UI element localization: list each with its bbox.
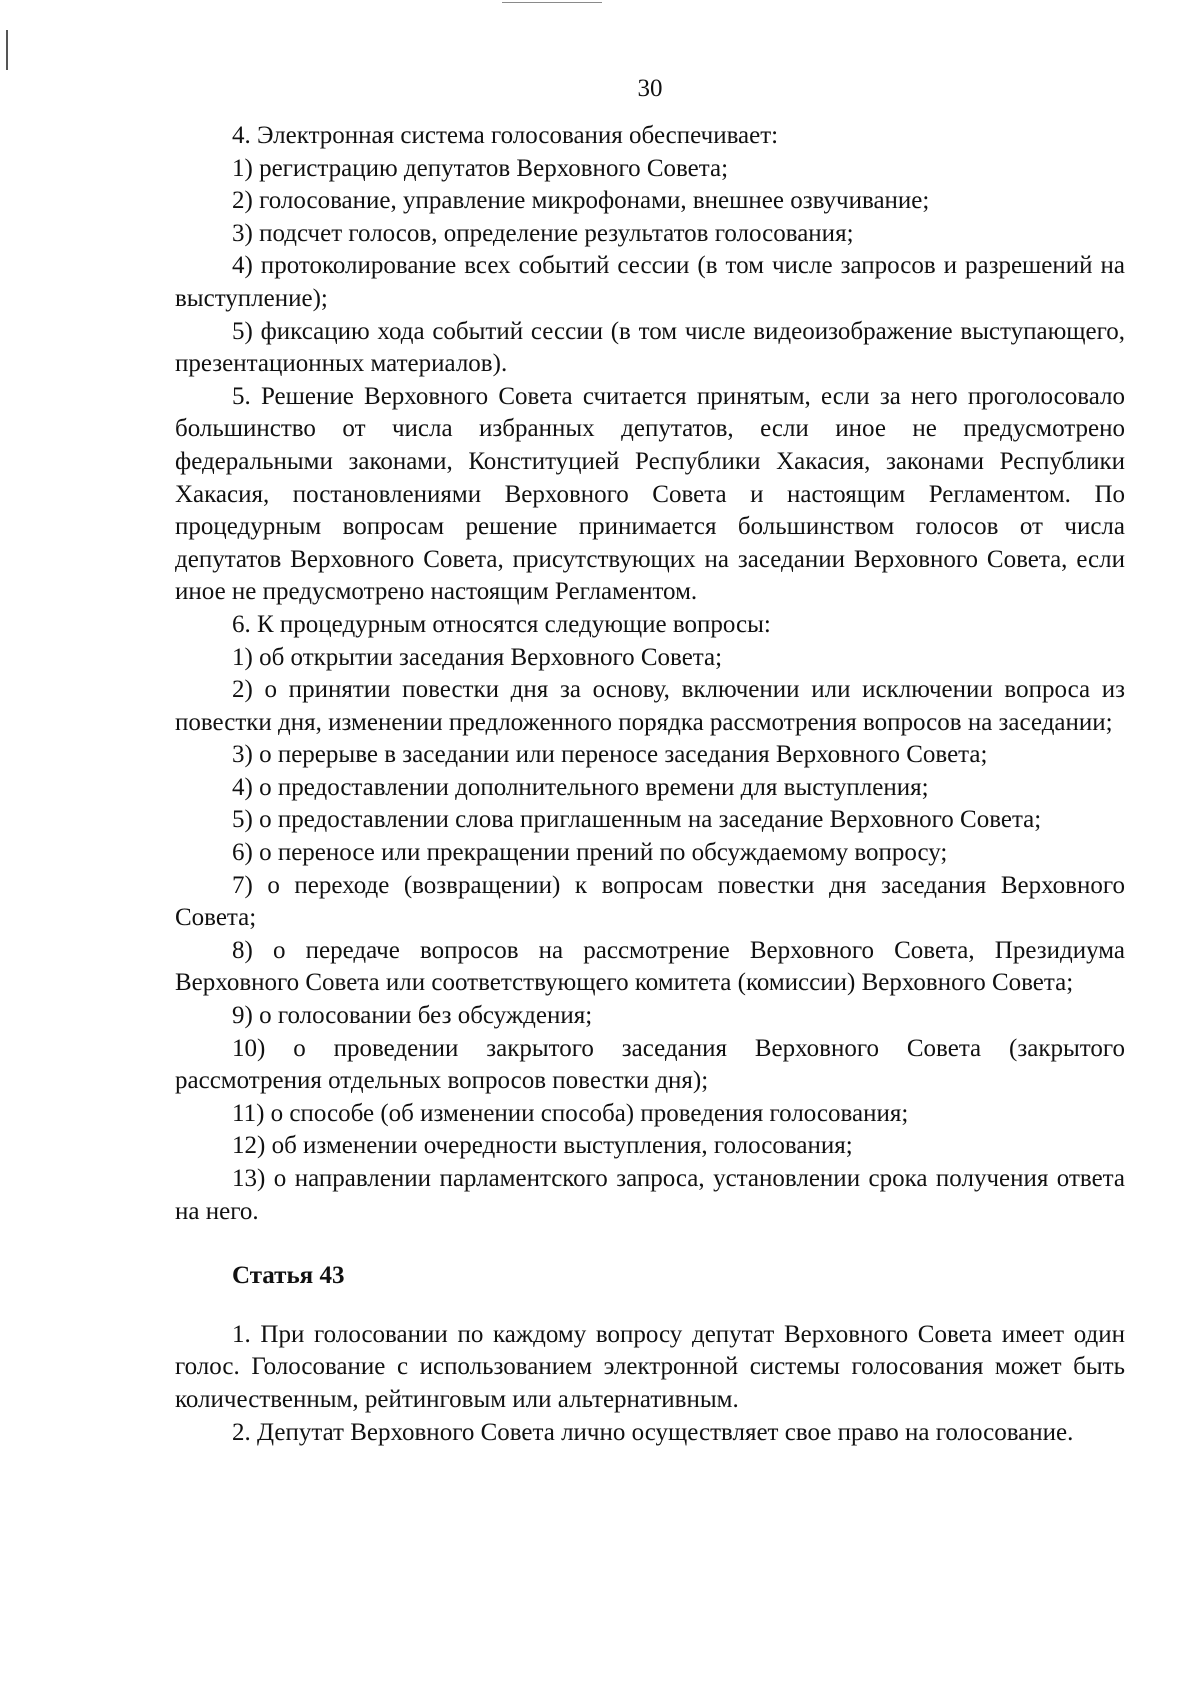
- paragraph: 3) подсчет голосов, определение результатов голосования;: [232, 219, 854, 247]
- paragraph: 5. Решение Верховного Совета считается принятым, если за него проголосовало большинство от числа избранных депутатов, если иное не предусмотрено федеральными законами, Конституцией Республики Хакасия, законами Республики Хакасия, постановлениями Верховного Совета и настоящим Регламентом. По процедурным вопросам решение принимается большинством голосов от числа депутатов Верховного Совета, присутствующих на заседании Верховного Совета, если иное не предусмотрено настоящим Регламентом.: [175, 382, 1125, 606]
- paragraph: 9) о голосовании без обсуждения;: [232, 1002, 593, 1030]
- paragraph: 1) регистрацию депутатов Верховного Совета;: [232, 154, 729, 182]
- document-body: [175, 120, 1125, 1449]
- paragraph: 10) о проведении закрытого заседания Верховного Совета (закрытого рассмотрения отдельных вопросов повестки дня);: [175, 1034, 1125, 1095]
- scan-artifact-mark: [6, 30, 8, 70]
- paragraph: 4. Электронная система голосования обеспечивает:: [232, 122, 779, 149]
- paragraph: 5) о предоставлении слова приглашенным на заседание Верховного Совета;: [232, 806, 1042, 834]
- scan-artifact-line: [502, 2, 602, 3]
- page-number: 30: [637, 75, 663, 102]
- article-heading: Статья 43: [232, 1262, 345, 1290]
- paragraph: 2. Депутат Верховного Совета лично осуществляет свое право на голосование.: [232, 1418, 1074, 1446]
- paragraph: 12) об изменении очередности выступления, голосования;: [232, 1132, 853, 1160]
- paragraph: 1. При голосовании по каждому вопросу депутат Верховного Совета имеет один голос. Голосование с использованием электронной системы голосования может быть количественным, рейтинговым или альтернативным.: [175, 1320, 1125, 1413]
- spacer: [175, 1228, 1125, 1238]
- paragraph: 8) о передаче вопросов на рассмотрение Верховного Совета, Президиума Верховного Совета или соответствующего комитета (комиссии) Верховного Совета;: [175, 936, 1125, 997]
- paragraph: 6) о переносе или прекращении прений по обсуждаемому вопросу;: [232, 839, 948, 867]
- paragraph: 11) о способе (об изменении способа) проведения голосования;: [232, 1099, 909, 1127]
- paragraph: 2) голосование, управление микрофонами, внешнее озвучивание;: [232, 187, 930, 215]
- paragraph: 1) об открытии заседания Верховного Совета;: [232, 643, 723, 671]
- paragraph: 3) о перерыве в заседании или переносе заседания Верховного Совета;: [232, 741, 988, 769]
- paragraph: 4) о предоставлении дополнительного времени для выступления;: [232, 773, 929, 801]
- paragraph: 13) о направлении парламентского запроса, установлении срока получения ответа на него.: [175, 1165, 1125, 1225]
- paragraph: 4) протоколирование всех событий сессии (в том числе запросов и разрешений на выступление);: [175, 252, 1125, 312]
- paragraph: 7) о переходе (возвращении) к вопросам повестки дня заседания Верховного Совета;: [175, 871, 1125, 932]
- paragraph: 2) о принятии повестки дня за основу, включении или исключении вопроса из повестки дня, изменении предложенного порядка рассмотрения вопросов на заседании;: [175, 676, 1125, 736]
- paragraph: 5) фиксацию хода событий сессии (в том числе видеоизображение выступающего, презентационных материалов).: [175, 317, 1125, 378]
- paragraph: 6. К процедурным относятся следующие вопросы:: [232, 610, 771, 638]
